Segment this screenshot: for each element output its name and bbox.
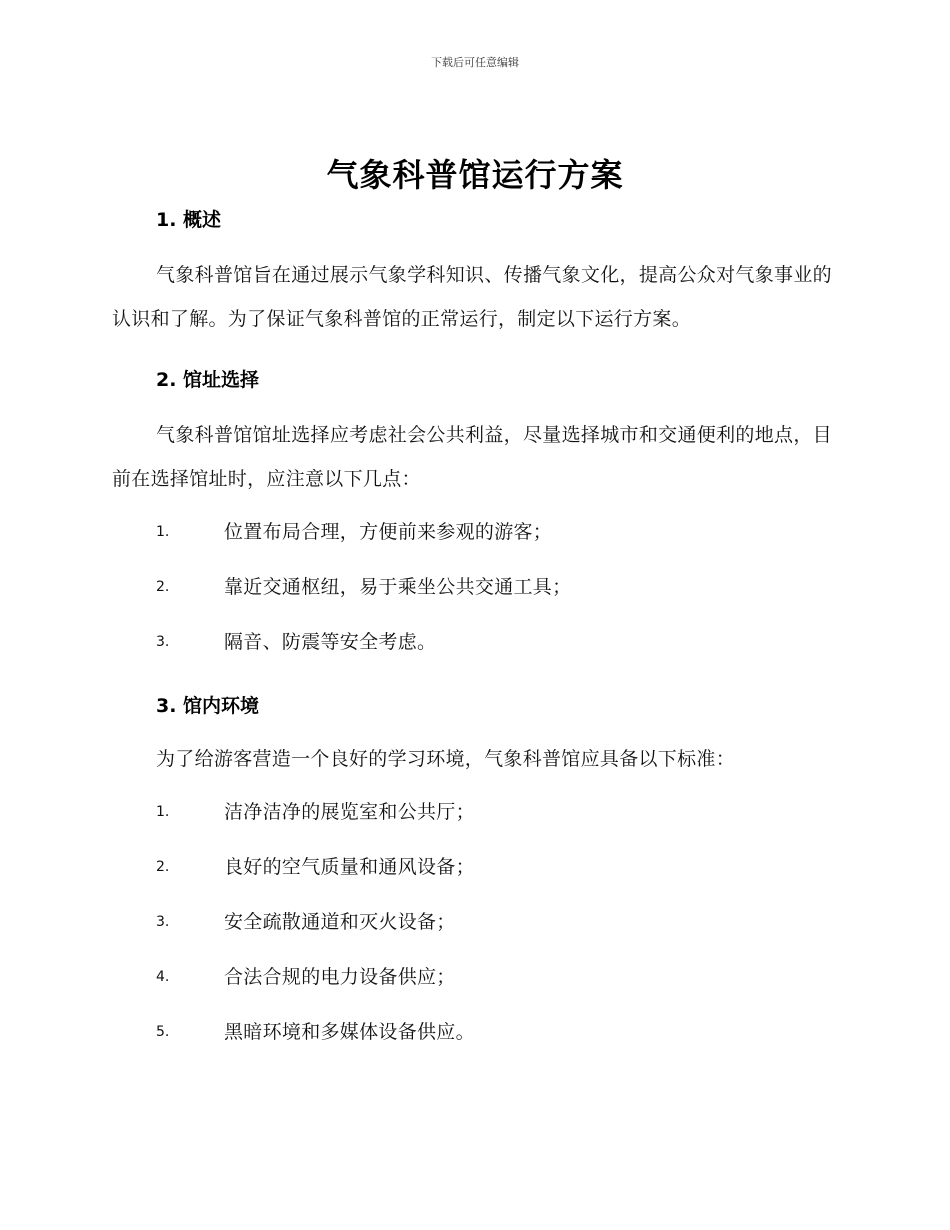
list-item-text: 位置布局合理，方便前来参观的游客； — [224, 521, 553, 543]
section-heading-site-selection: 2. 馆址选择 — [156, 369, 260, 391]
list-item-text: 合法合规的电力设备供应； — [224, 966, 456, 988]
list-item-text: 隔音、防震等安全考虑。 — [224, 631, 437, 653]
site-selection-list — [112, 510, 832, 675]
section-heading-environment: 3. 馆内环境 — [156, 695, 260, 717]
list-item — [112, 845, 832, 900]
list-item-number: 2. — [156, 859, 170, 875]
list-item — [112, 900, 832, 955]
section-heading-overview: 1. 概述 — [156, 209, 222, 231]
document-body — [112, 203, 832, 1065]
list-item — [112, 955, 832, 1010]
section-paragraph-overview: 气象科普馆旨在通过展示气象学科知识、传播气象文化，提高公众对气象事业的认识和了解。为了保证气象科普馆的正常运行，制定以下运行方案。 — [112, 264, 832, 330]
environment-list — [112, 790, 832, 1065]
list-item — [112, 510, 832, 565]
page-header: 下载后可任意编辑 — [431, 56, 519, 69]
list-item-text: 洁净洁净的展览室和公共厅； — [224, 801, 475, 823]
list-item-number: 2. — [156, 579, 170, 595]
list-item-number: 3. — [156, 914, 170, 930]
document-title: 气象科普馆运行方案 — [326, 156, 624, 194]
list-item-text: 靠近交通枢纽，易于乘坐公共交通工具； — [224, 576, 572, 598]
list-item-text: 黑暗环境和多媒体设备供应。 — [224, 1021, 475, 1043]
list-item-text: 良好的空气质量和通风设备； — [224, 856, 475, 878]
section-paragraph-environment: 为了给游客营造一个良好的学习环境，气象科普馆应具备以下标准： — [156, 748, 736, 770]
list-item-number: 3. — [156, 634, 170, 650]
list-item-number: 1. — [156, 804, 170, 820]
section-paragraph-site-selection: 气象科普馆馆址选择应考虑社会公共利益，尽量选择城市和交通便利的地点，目前在选择馆址时，应注意以下几点： — [112, 424, 832, 490]
list-item-number: 1. — [156, 524, 170, 540]
list-item — [112, 565, 832, 620]
list-item — [112, 1010, 832, 1065]
list-item-text: 安全疏散通道和灭火设备； — [224, 911, 456, 933]
list-item-number: 5. — [156, 1024, 170, 1040]
list-item-number: 4. — [156, 969, 170, 985]
list-item — [112, 620, 832, 675]
list-item — [112, 790, 832, 845]
